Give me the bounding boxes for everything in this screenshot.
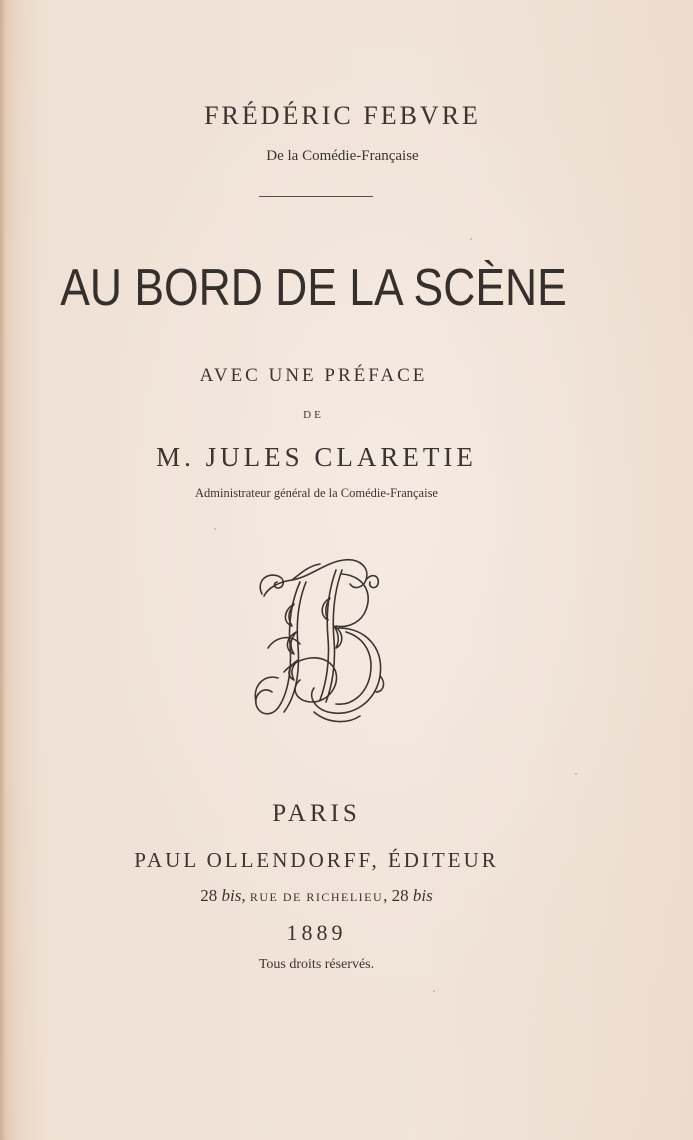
divider-rule xyxy=(259,196,373,197)
preface-author: M. JULES CLARETIE xyxy=(156,442,477,472)
imprint-rights: Tous droits réservés. xyxy=(258,957,375,972)
paper-speck xyxy=(433,990,435,992)
address-number-1: 28 xyxy=(200,886,218,905)
address-bis-1: bis xyxy=(221,886,242,905)
preface-de: DE xyxy=(303,409,324,421)
paper-speck xyxy=(214,528,216,530)
paper-speck xyxy=(470,238,472,240)
address-bis-2: bis xyxy=(412,886,433,905)
preface-line: AVEC UNE PRÉFACE xyxy=(199,365,428,386)
imprint-address: 28 bis, RUE DE RICHELIEU, 28 bis xyxy=(200,886,433,905)
imprint-year: 1889 xyxy=(286,920,347,945)
address-number-2: 28 xyxy=(391,886,409,905)
imprint-publisher: PAUL OLLENDORFF, ÉDITEUR xyxy=(134,848,499,872)
author-affiliation: De la Comédie-Française xyxy=(266,148,419,164)
book-title: AU BORD DE LA SCÈNE xyxy=(60,259,567,317)
paper-speck xyxy=(575,773,577,775)
imprint-city: PARIS xyxy=(272,800,361,827)
author-name: FRÉDÉRIC FEBVRE xyxy=(204,101,481,130)
preface-author-role: Administrateur général de la Comédie-Française xyxy=(195,486,438,500)
address-street: RUE DE RICHELIEU xyxy=(249,890,384,904)
publisher-monogram-icon xyxy=(248,552,388,727)
